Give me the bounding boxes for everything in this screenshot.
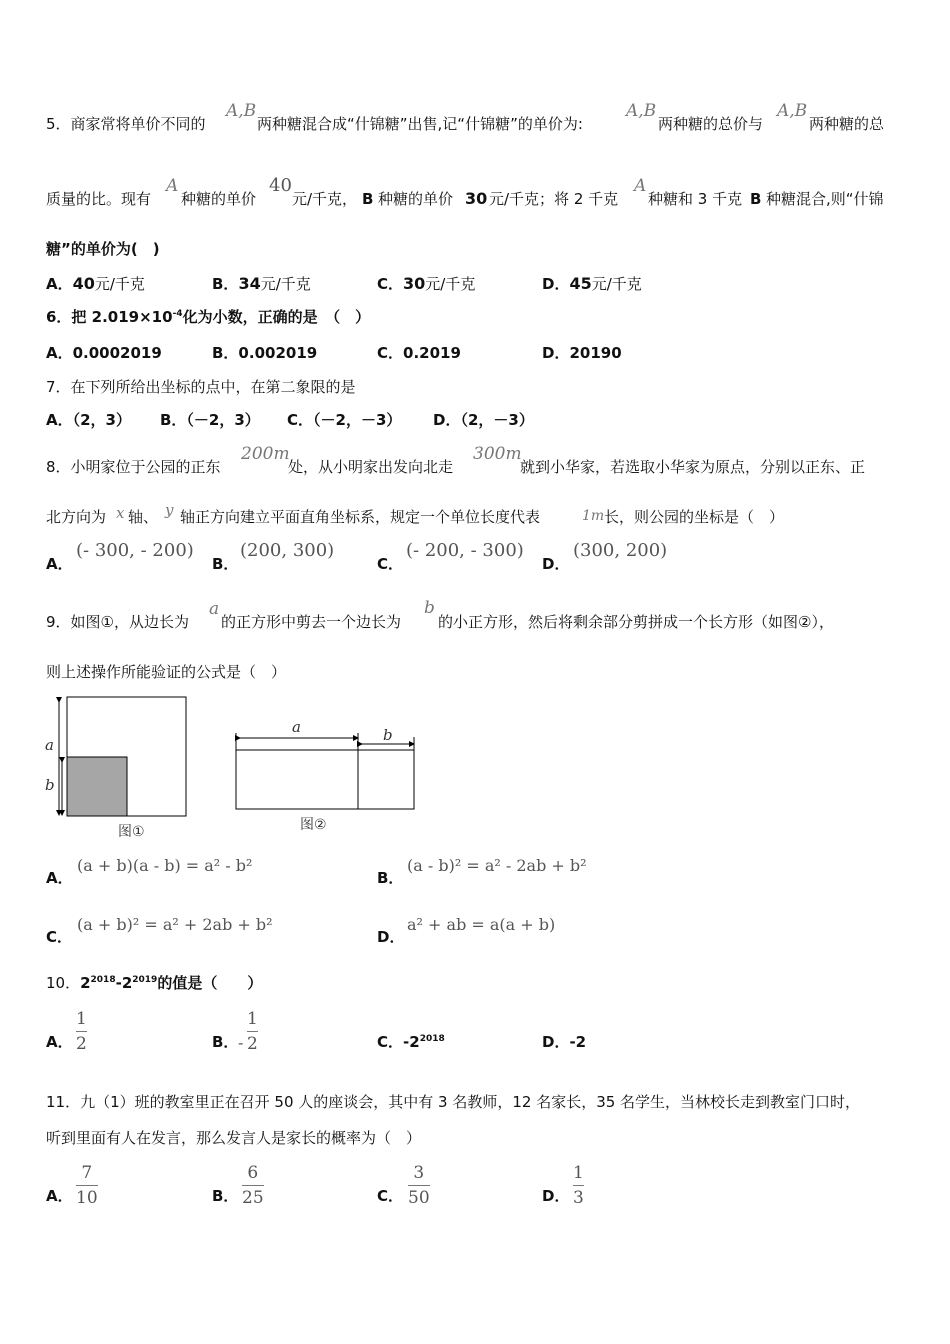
q7-stem: 7．在下列所给出坐标的点中，在第二象限的是 [46,378,356,396]
q8-stem: 8．小明家位于公园的正东 [46,458,221,476]
q5-price-40: 40 [269,175,292,196]
q10-option-d[interactable]: D．-2 [542,1033,587,1051]
fig2-label-a: a [292,718,301,736]
q10-option-c[interactable]: C．$-2^{2018}$ [377,1033,445,1051]
q7-option-d[interactable]: D．（2，－3） [433,411,534,429]
q11-stem: 11．九（1）班的教室里正在召开 50 人的座谈会，其中有 3 名教师，12 名家长，35 名学生，当林校长走到教室门口时， [46,1093,861,1111]
q11-stem-line2: 听到里面有人在发言，那么发言人是家长的概率为（ ） [46,1129,422,1147]
fraction: 1 2 [247,1009,258,1054]
q5-ab-symbol: A,B [226,101,257,121]
fraction: 1 3 [573,1163,584,1208]
q5-option-d[interactable]: D．45元/千克 [542,274,642,293]
fraction: 3 50 [408,1163,430,1208]
q7-option-b[interactable]: B．（－2，3） [160,411,260,429]
q5-line1: 5．商家常将单价不同的 [46,115,206,133]
fig1-caption: 图① [118,824,145,840]
fraction: 6 25 [242,1163,264,1208]
q5-option-c[interactable]: C．30元/千克 [377,274,476,293]
rectangle-right [358,750,414,809]
fig1-label-b: b [45,776,55,794]
q7-option-a[interactable]: A．（2，3） [46,411,131,429]
q7-option-c[interactable]: C．（－2，－3） [287,411,402,429]
figure-1 [40,690,195,840]
figure-2 [228,715,423,840]
fig1-label-a: a [45,736,54,754]
fig2-caption: 图② [300,817,327,833]
q5-line3: 糖”的单价为( ) [46,240,160,258]
fraction: 7 10 [76,1163,98,1208]
fig2-label-b: b [383,726,393,744]
q6-option-d[interactable]: D．20190 [542,344,622,362]
q6-stem: 6．把 $2.019\times 10^{-4}$化为小数，正确的是 （ ） [46,308,371,326]
rectangle-left [236,750,358,809]
q5-ab-symbol: A,B [626,101,657,121]
q6-option-a[interactable]: A．0.0002019 [46,344,162,362]
q5-ab-symbol: A,B [777,101,808,121]
q6-option-b[interactable]: B．0.002019 [212,344,318,362]
q9-stem: 9．如图①，从边长为 [46,613,189,631]
q5-number: 5． [46,115,71,133]
small-square [67,757,127,816]
q5-option-a[interactable]: A．40元/千克 [46,274,145,293]
q6-option-c[interactable]: C．0.2019 [377,344,461,362]
q5-option-b[interactable]: B．34元/千克 [212,274,311,293]
fraction: 1 2 [76,1009,87,1054]
q10-stem: 10．$2^{2018}-2^{2019}$的值是（ ） [46,974,263,992]
